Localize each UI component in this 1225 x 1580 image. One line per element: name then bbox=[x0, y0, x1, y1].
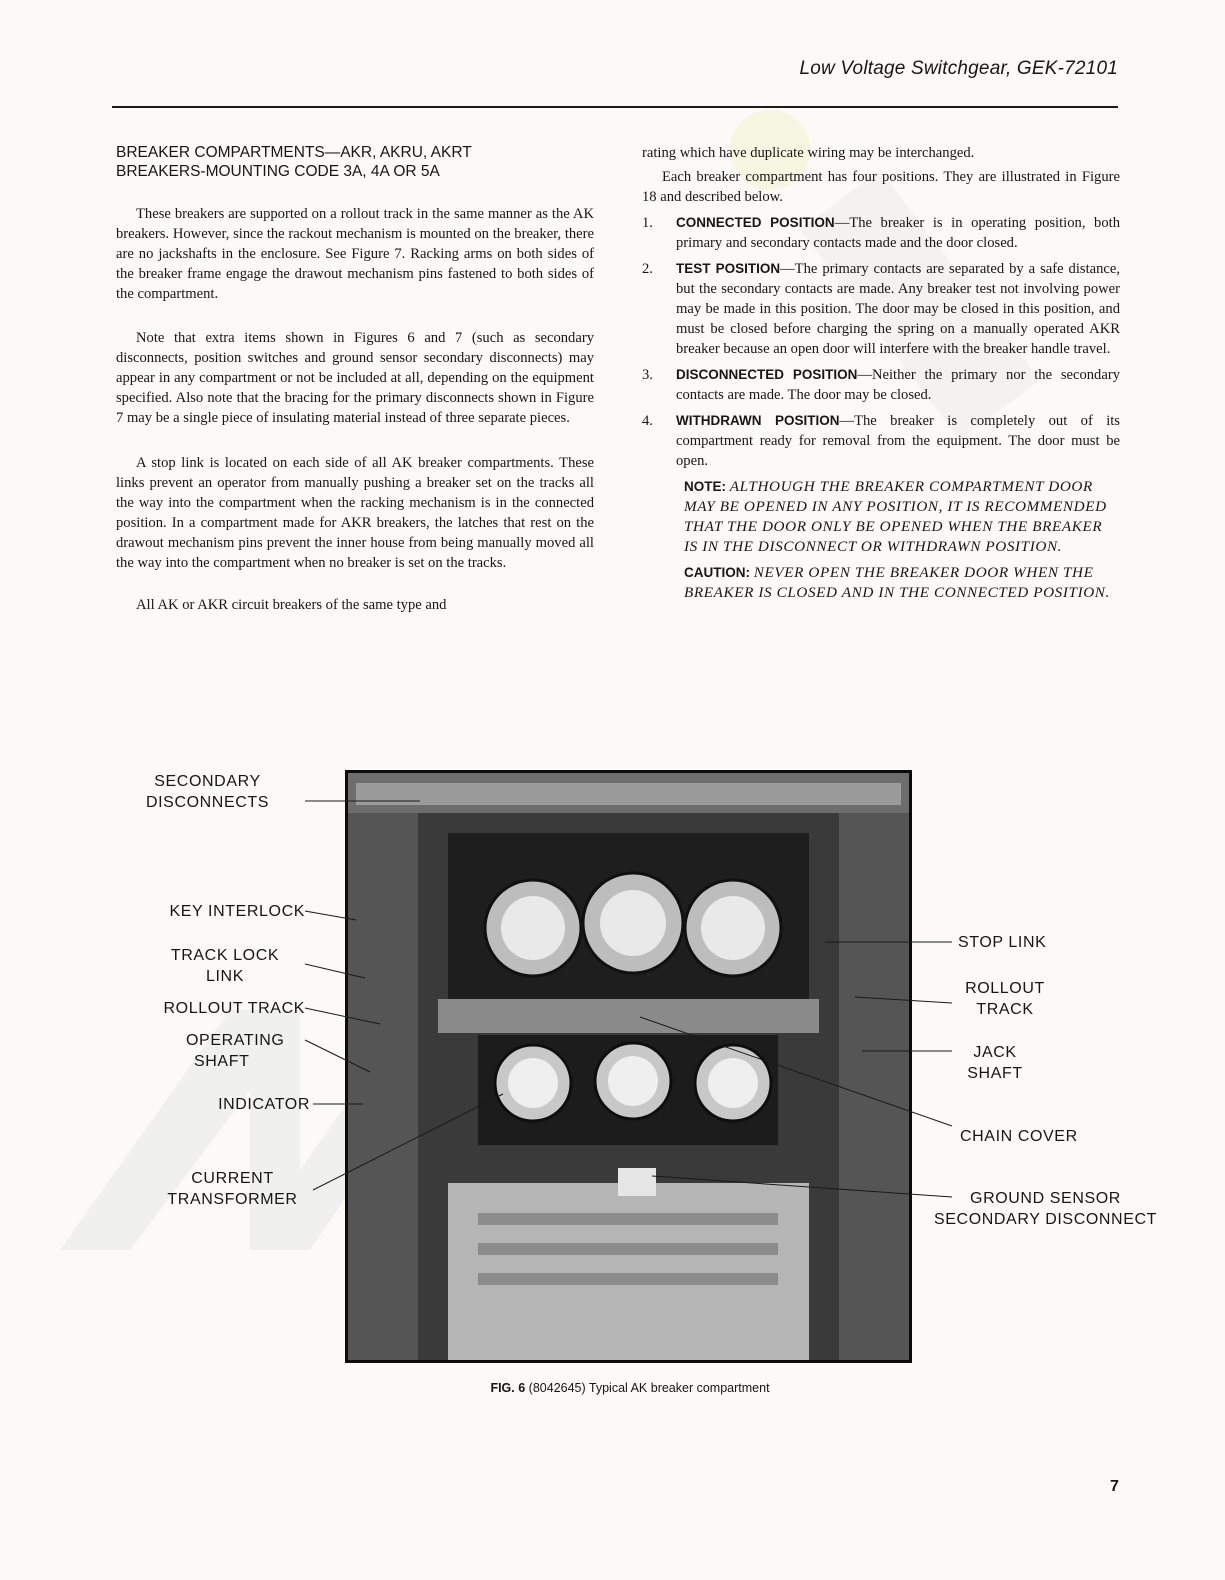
note-label: NOTE: bbox=[684, 479, 726, 494]
caption-text: (8042645) Typical AK breaker compartment bbox=[528, 1381, 770, 1395]
caption-fig-number: FIG. 6 bbox=[490, 1381, 526, 1395]
note-text: ALTHOUGH THE BREAKER COMPARTMENT DOOR MAY BE OPENED IN ANY POSITION, IT IS RECOMMENDED THAT THE DOOR ONLY BE OPENED WHEN THE BREAKER IS IN THE DISCONNECT OR WITHDRAWN POSITION. bbox=[684, 478, 1107, 555]
term-withdrawn: WITHDRAWN POSITION bbox=[676, 413, 840, 428]
term-disconnected: DISCONNECTED POSITION bbox=[676, 367, 858, 382]
label-chain-cover: CHAIN COVER bbox=[960, 1128, 1078, 1145]
desc-withdrawn: —The breaker is completely out of its compartment ready for removal from the equipment. The door must be open. bbox=[676, 413, 1120, 469]
paragraph-positions-intro: Each breaker compartment has four positions. They are illustrated in Figure 18 and described below. bbox=[642, 169, 1120, 205]
caution-text: NEVER OPEN THE BREAKER DOOR WHEN THE BREAKER IS CLOSED AND IN THE CONNECTED POSITION. bbox=[684, 564, 1110, 601]
running-header: Low Voltage Switchgear, GEK-72101 bbox=[799, 58, 1118, 79]
label-operating-shaft: OPERATING SHAFT bbox=[186, 1032, 285, 1070]
list-number: 4. bbox=[642, 413, 653, 429]
caution-label: CAUTION: bbox=[684, 565, 750, 580]
paragraph-stop-link: A stop link is located on each side of all AK breaker compartments. These links prevent an operator from manually pushing a breaker set on the tracks all the way into the compartment when the racking mechanism is in the connected position. In a compartment made for AKR breakers, the latches that rest on the drawout mechanism pins prevent the inner house from being manually moved all the way into the compartment when no breaker is set on the tracks. bbox=[116, 455, 594, 571]
desc-connected: —The breaker is in operating position, both primary and secondary contacts made and the door closed. bbox=[676, 215, 1120, 251]
label-stop-link: STOP LINK bbox=[958, 934, 1047, 951]
label-jack-shaft: JACK SHAFT bbox=[967, 1044, 1023, 1082]
label-indicator: INDICATOR bbox=[218, 1096, 310, 1113]
page-number: 7 bbox=[1110, 1478, 1119, 1495]
section-title-line2: BREAKERS-MOUNTING CODE 3A, 4A OR 5A bbox=[116, 163, 440, 180]
paragraph-interchange: All AK or AKR circuit breakers of the same type and bbox=[136, 597, 447, 613]
label-secondary-disconnects: SECONDARY DISCONNECTS bbox=[145, 773, 270, 811]
label-ground-sensor: GROUND SENSOR SECONDARY DISCONNECT bbox=[934, 1190, 1157, 1228]
term-connected: CONNECTED POSITION bbox=[676, 215, 835, 230]
desc-test: —The primary contacts are separated by a safe distance, but the secondary contacts are made. Any breaker test not involving power may be made in this position. The door may be closed in this position, and must be closed before charging the spring on a manually operated AKR breaker because an open door will interfere with the breaker handle travel. bbox=[676, 261, 1120, 357]
list-number: 1. bbox=[642, 215, 653, 231]
section-title-line1: BREAKER COMPARTMENTS—AKR, AKRU, AKRT bbox=[116, 144, 472, 161]
label-rollout-track-left: ROLLOUT TRACK bbox=[163, 1000, 305, 1017]
list-number: 2. bbox=[642, 261, 653, 277]
label-current-transformer: CURRENT TRANSFORMER bbox=[167, 1170, 298, 1208]
paragraph-extra-items: Note that extra items shown in Figures 6 and 7 (such as secondary disconnects, position switches and ground sensor secondary disconnects) may appear in any compartment or not be included at all, depending on the equipment specified. Also note that the bracing for the primary disconnects shown in Figure 7 may be a single piece of insulating material instead of three separate pieces. bbox=[116, 330, 594, 426]
figure-caption bbox=[300, 1381, 960, 1395]
paragraph-continuation: rating which have duplicate wiring may be interchanged. bbox=[642, 145, 975, 161]
list-number: 3. bbox=[642, 367, 653, 383]
label-key-interlock: KEY INTERLOCK bbox=[169, 903, 305, 920]
label-track-lock-link: TRACK LOCK LINK bbox=[170, 947, 280, 985]
desc-disconnected: —Neither the primary nor the secondary contacts are made. The door may be closed. bbox=[676, 367, 1120, 403]
label-rollout-track-right: ROLLOUT TRACK bbox=[965, 980, 1045, 1018]
paragraph-rollout-track: These breakers are supported on a rollout track in the same manner as the AK breakers. However, since the rackout mechanism is mounted on the breaker, there are no jackshafts in the enclosure. See Figure 7. Racking arms on both sides of the breaker frame engage the drawout mechanism pins fastened to both sides of the compartment. bbox=[116, 206, 594, 302]
term-test: TEST POSITION bbox=[676, 261, 781, 276]
